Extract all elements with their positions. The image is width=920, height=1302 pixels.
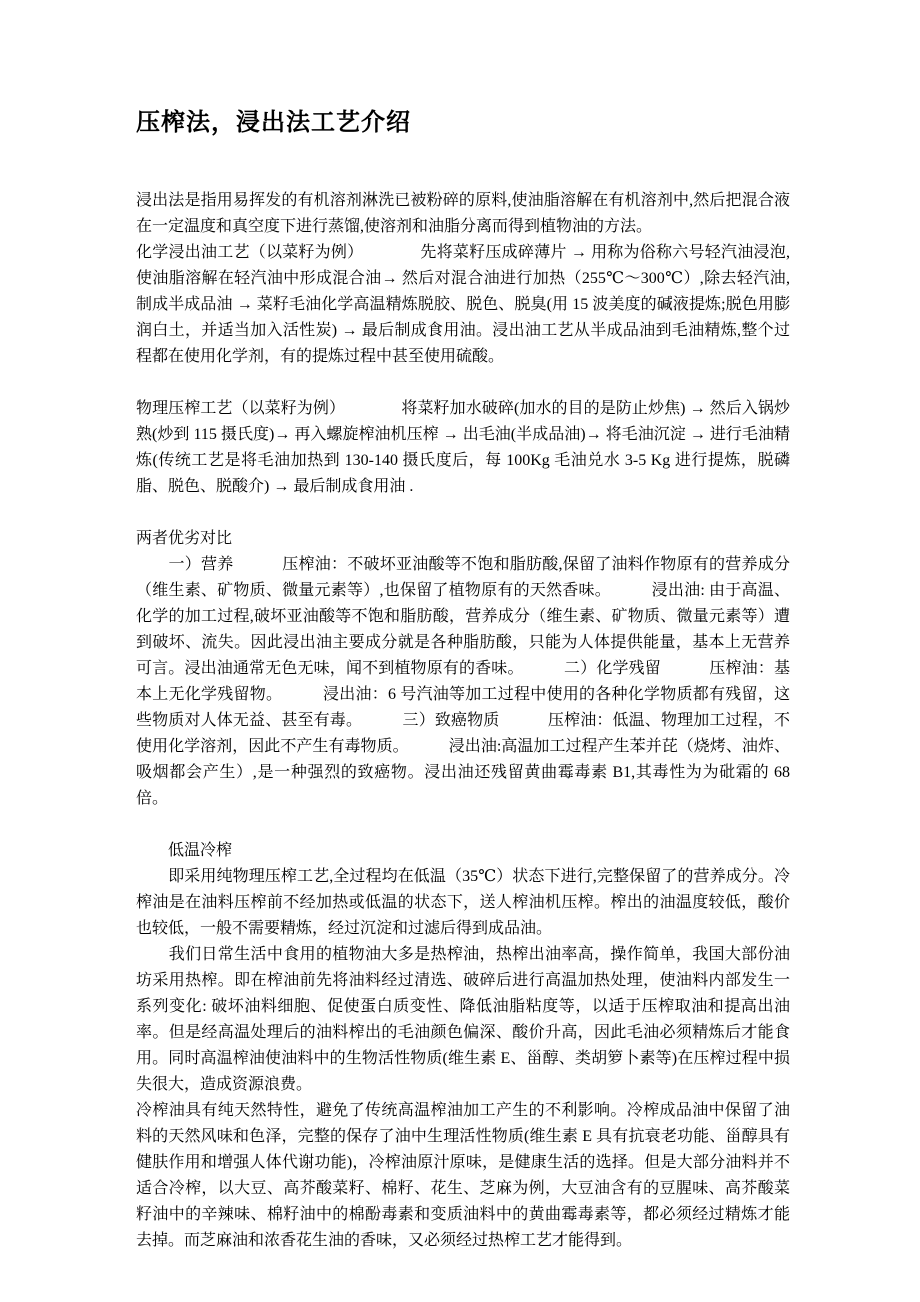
paragraph-extraction-definition: 浸出法是指用易挥发的有机溶剂淋洗已被粉碎的原料,使油脂溶解在有机溶剂中,然后把混合液在一定温度和真空度下进行蒸馏,使溶剂和油脂分离而得到植物油的方法。	[136, 192, 790, 235]
paragraph-spacer	[136, 812, 790, 838]
heading-comparison: 两者优劣对比	[136, 530, 233, 547]
paragraph-spacer	[136, 500, 790, 526]
paragraph-physical-press-process: 物理压榨工艺（以菜籽为例） 将菜籽加水破碎(加水的目的是防止炒焦) → 然后入锅炒熟(炒到 115 摄氏度)→ 再入螺旋榨油机压榨 → 出毛油(半成品油)→ 将毛油沉淀 → 进行毛油精炼(传统工艺是将毛油加热到 130-140 摄氏度后，每 100Kg 毛油兑水 3-5 Kg 进行提炼，脱磷脂、脱色、脱酸介) → 最后制成食用油 .	[136, 400, 790, 495]
paragraph-cold-press-benefits: 冷榨油具有纯天然特性，避免了传统高温榨油加工产生的不利影响。冷榨成品油中保留了油料的天然风味和色泽，完整的保存了油中生理活性物质(维生素 E 具有抗衰老功能、甾醇具有健肤作用和增强人体代谢功能)，冷榨油原汁原味，是健康生活的选择。但是大部分油料并不适合冷榨，以大豆、高芥酸菜籽、棉籽、花生、芝麻为例，大豆油含有的豆腥味、高芥酸菜籽油中的辛辣味、棉籽油中的棉酚毒素和变质油料中的黄曲霉毒素等，都必须经过精炼才能去掉。而芝麻油和浓香花生油的香味，又必须经过热榨工艺才能得到。	[136, 1102, 790, 1249]
heading-cold-press: 低温冷榨	[136, 842, 233, 859]
paragraph-spacer	[136, 370, 790, 396]
paragraph-cold-press-intro: 即采用纯物理压榨工艺,全过程均在低温（35℃）状态下进行,完整保留了的营养成分。冷榨油是在油料压榨前不经加热或低温的状态下，送人榨油机压榨。榨出的油温度较低，酸价也较低，一般不需要精炼，经过沉淀和过滤后得到成品油。	[136, 868, 790, 937]
paragraph-chemical-extraction-process: 化学浸出油工艺（以菜籽为例） 先将菜籽压成碎薄片 → 用称为俗称六号轻汽油浸泡,使油脂溶解在轻汽油中形成混合油→ 然后对混合油进行加热（255℃～300℃）,除去轻汽油,制成半成品油 → 菜籽毛油化学高温精炼脱胶、脱色、脱臭(用 15 波美度的碱液提炼;脱色用膨润白土，并适当加入活性炭) → 最后制成食用油。浸出油工艺从半成品油到毛油精炼,整个过程都在使用化学剂，有的提炼过程中甚至使用硫酸。	[136, 244, 790, 365]
document-title: 压榨法，浸出法工艺介绍	[136, 110, 411, 136]
paragraph-comparison-body: 一）营养 压榨油：不破坏亚油酸等不饱和脂肪酸,保留了油料作物原有的营养成分（维生素、矿物质、微量元素等）,也保留了植物原有的天然香味。 浸出油: 由于高温、化学的加工过程,破坏亚油酸等不饱和脂肪酸，营养成分（维生素、矿物质、微量元素等）遭到破坏、流失。因此浸出油主要成分就是各种脂肪酸，只能为人体提供能量，基本上无营养可言。浸出油通常无色无味，闻不到植物原有的香味。 二）化学残留 压榨油：基本上无化学残留物。 浸出油：6 号汽油等加工过程中使用的各种化学物质都有残留，这些物质对人体无益、甚至有毒。 三）致癌物质 压榨油：低温、物理加工过程，不使用化学溶剂，因此不产生有毒物质。 浸出油:高温加工过程产生苯并芘（烧烤、油炸、吸烟都会产生）,是一种强烈的致癌物。浸出油还残留黄曲霉毒素 B1,其毒性为为砒霜的 68 倍。	[136, 556, 790, 807]
paragraph-hot-press-description: 我们日常生活中食用的植物油大多是热榨油，热榨出油率高，操作简单，我国大部份油坊采用热榨。即在榨油前先将油料经过清选、破碎后进行高温加热处理，使油料内部发生一系列变化: 破坏油料细胞、促使蛋白质变性、降低油脂粘度等，以适于压榨取油和提高出油率。但是经高温处理后的油料榨出的毛油颜色偏深、酸价升高，因此毛油必须精炼后才能食用。同时高温榨油使油料中的生物活性物质(维生素 E、甾醇、类胡箩卜素等)在压榨过程中损失很大，造成资源浪费。	[136, 946, 790, 1093]
